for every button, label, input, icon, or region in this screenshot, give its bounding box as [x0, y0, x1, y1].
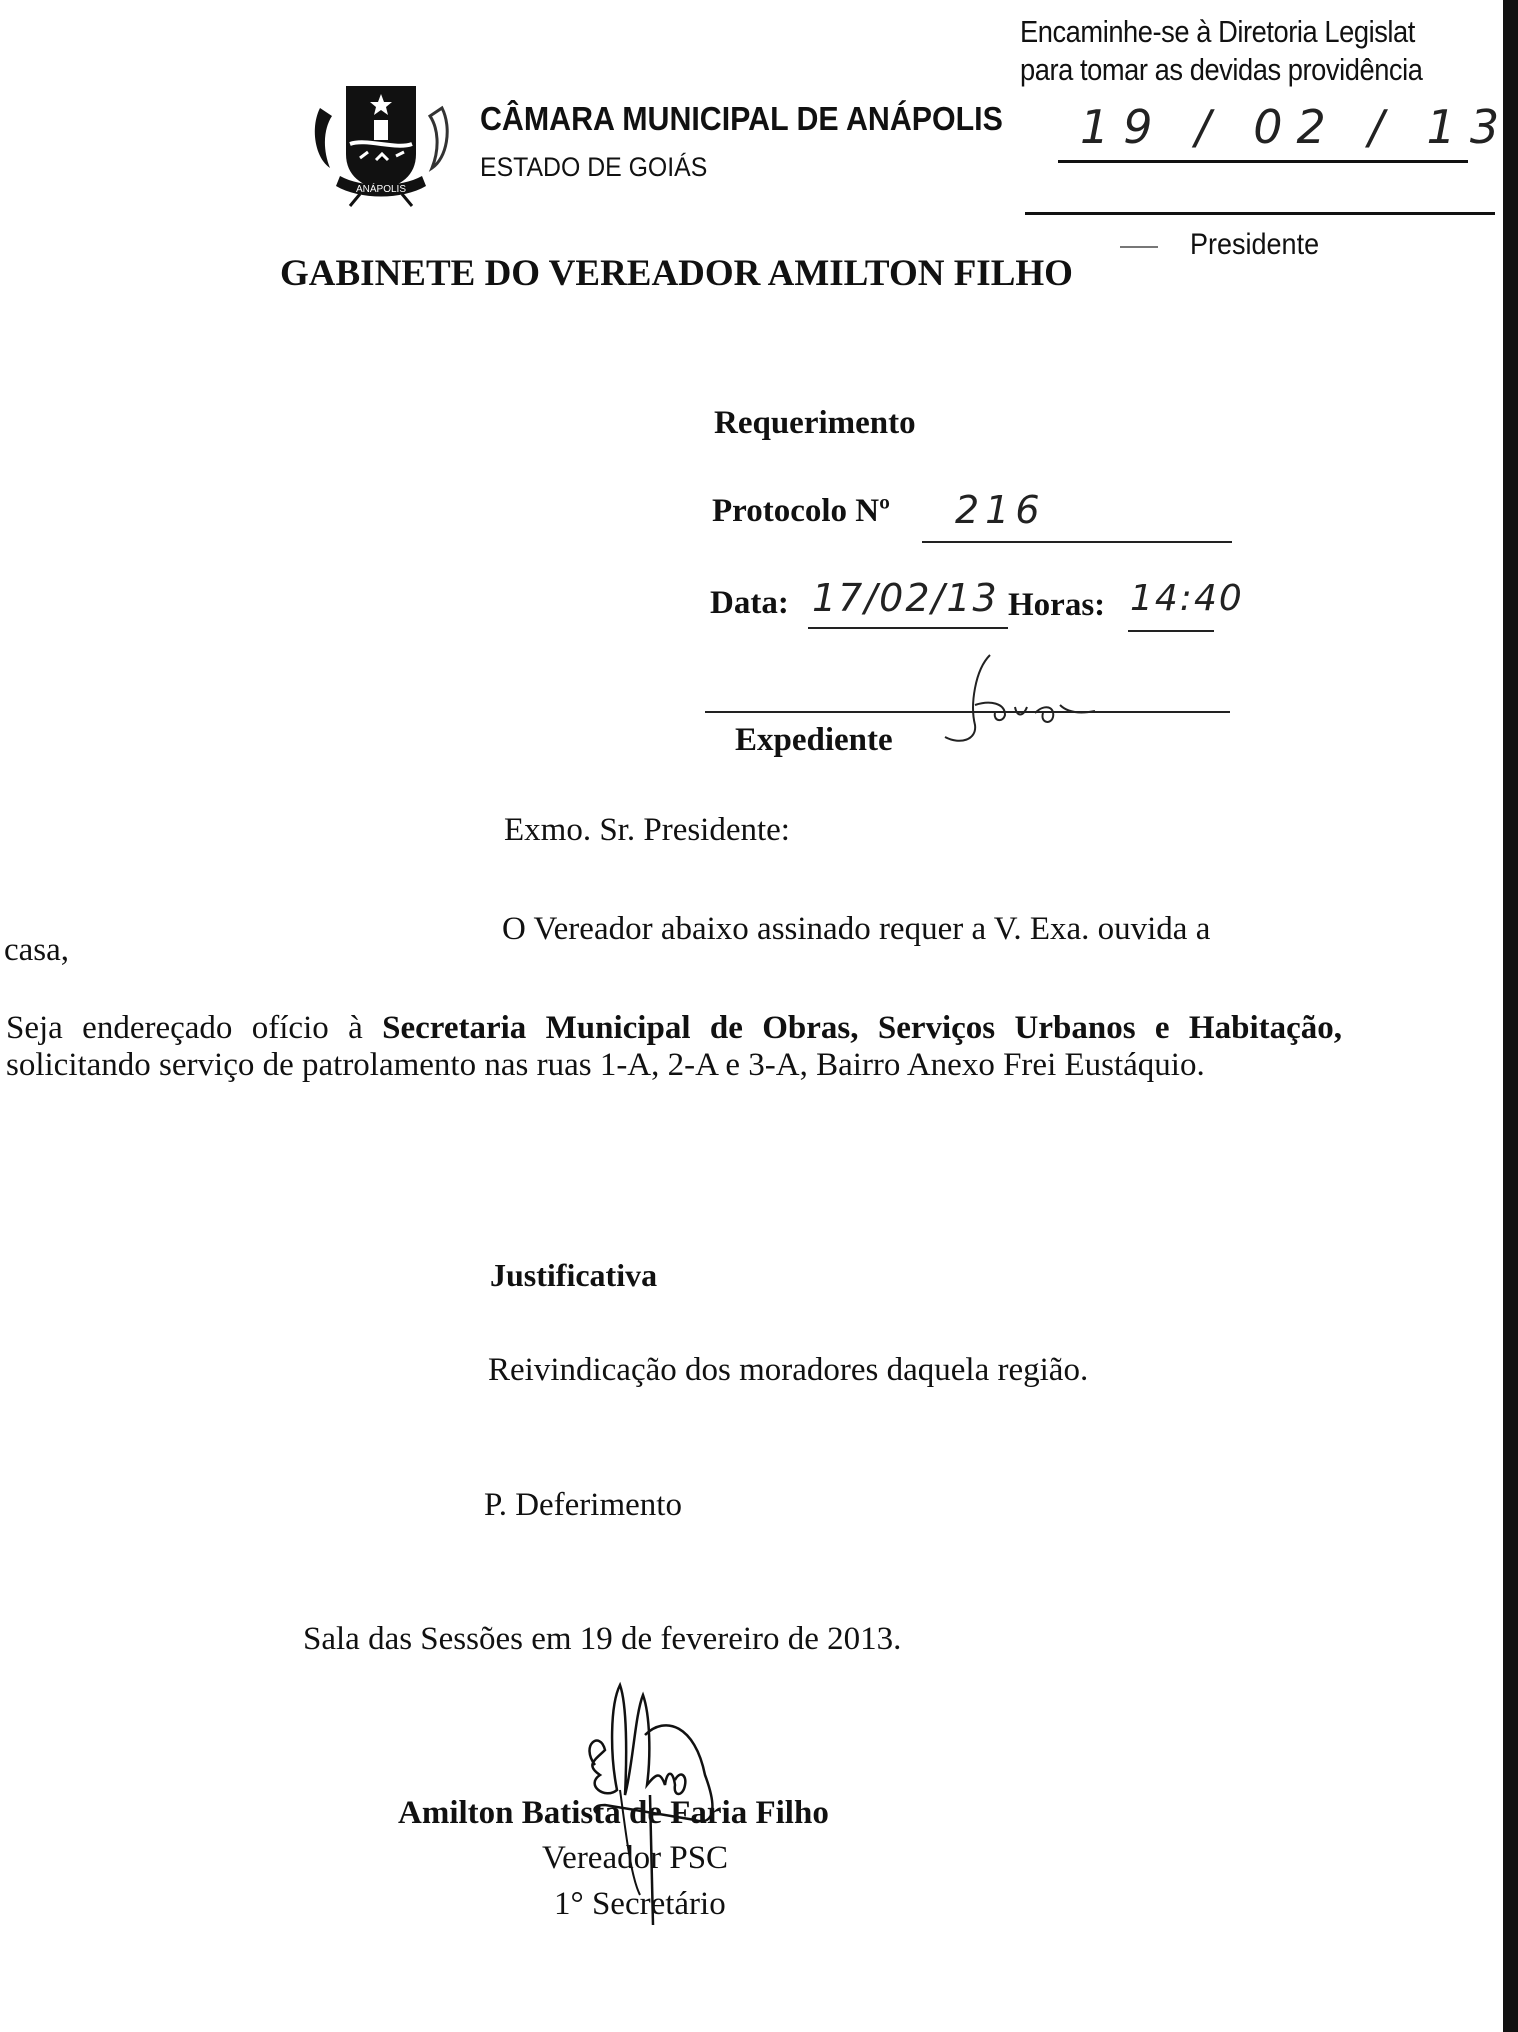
expediente-label: Expediente	[735, 722, 893, 758]
date-underline	[808, 627, 1008, 629]
hours-value: 14:40	[1130, 578, 1244, 619]
protocol-label: Protocolo Nº	[712, 493, 890, 529]
signatory-position: 1° Secretário	[554, 1886, 726, 1922]
stamp-signature-rule	[1025, 212, 1495, 215]
request-text-1: Seja endereçado ofício à	[6, 1010, 383, 1046]
intro-line-2: casa,	[4, 932, 70, 968]
stamp-mark	[1120, 246, 1158, 248]
intro-line-1: O Vereador abaixo assinado requer a V. Exa. ouvida a	[502, 911, 1211, 947]
stamp-handwritten-date: 19 / 02 / 13	[1080, 100, 1514, 154]
document-type: Requerimento	[714, 405, 916, 441]
protocol-value: 216	[955, 488, 1046, 532]
scan-edge-bar	[1503, 0, 1518, 2032]
closing: P. Deferimento	[484, 1487, 682, 1523]
date-value: 17/02/13	[812, 576, 999, 620]
office-title: GABINETE DO VEREADOR AMILTON FILHO	[280, 253, 1073, 294]
organization-state: ESTADO DE GOIÁS	[480, 152, 708, 182]
stamp-role: Presidente	[1190, 228, 1320, 261]
expediente-signature	[905, 645, 1185, 755]
organization-name: CÂMARA MUNICIPAL DE ANÁPOLIS	[480, 100, 1003, 137]
justification-text: Reivindicação dos moradores daquela região.	[488, 1352, 1089, 1388]
justification-title: Justificativa	[490, 1257, 658, 1293]
crest-text: ANÁPOLIS	[355, 184, 407, 195]
place-date: Sala das Sessões em 19 de fevereiro de 2013.	[303, 1621, 902, 1657]
stamp-date-rule	[1058, 160, 1468, 163]
hours-underline	[1128, 630, 1214, 632]
signatory-name: Amilton Batista de Faria Filho	[398, 1795, 829, 1831]
hours-label: Horas:	[1008, 587, 1106, 623]
municipal-crest-logo	[310, 68, 452, 208]
signatory-role: Vereador PSC	[542, 1840, 729, 1876]
protocol-underline	[922, 541, 1232, 543]
request-text-2: solicitando serviço de patrolamento nas ruas 1-A, 2-A e 3-A, Bairro Anexo Frei Eustáquio.	[6, 1047, 1205, 1083]
request-secretaria: Secretaria Municipal de Obras, Serviços Urbanos e Habitação,	[382, 1010, 1342, 1046]
request-paragraph	[6, 1010, 1342, 1084]
salutation: Exmo. Sr. Presidente:	[504, 812, 790, 848]
stamp-line-1: Encaminhe-se à Diretoria Legislat	[1020, 14, 1415, 49]
stamp-line-2: para tomar as devidas providência	[1020, 52, 1423, 87]
date-label: Data:	[710, 585, 789, 621]
